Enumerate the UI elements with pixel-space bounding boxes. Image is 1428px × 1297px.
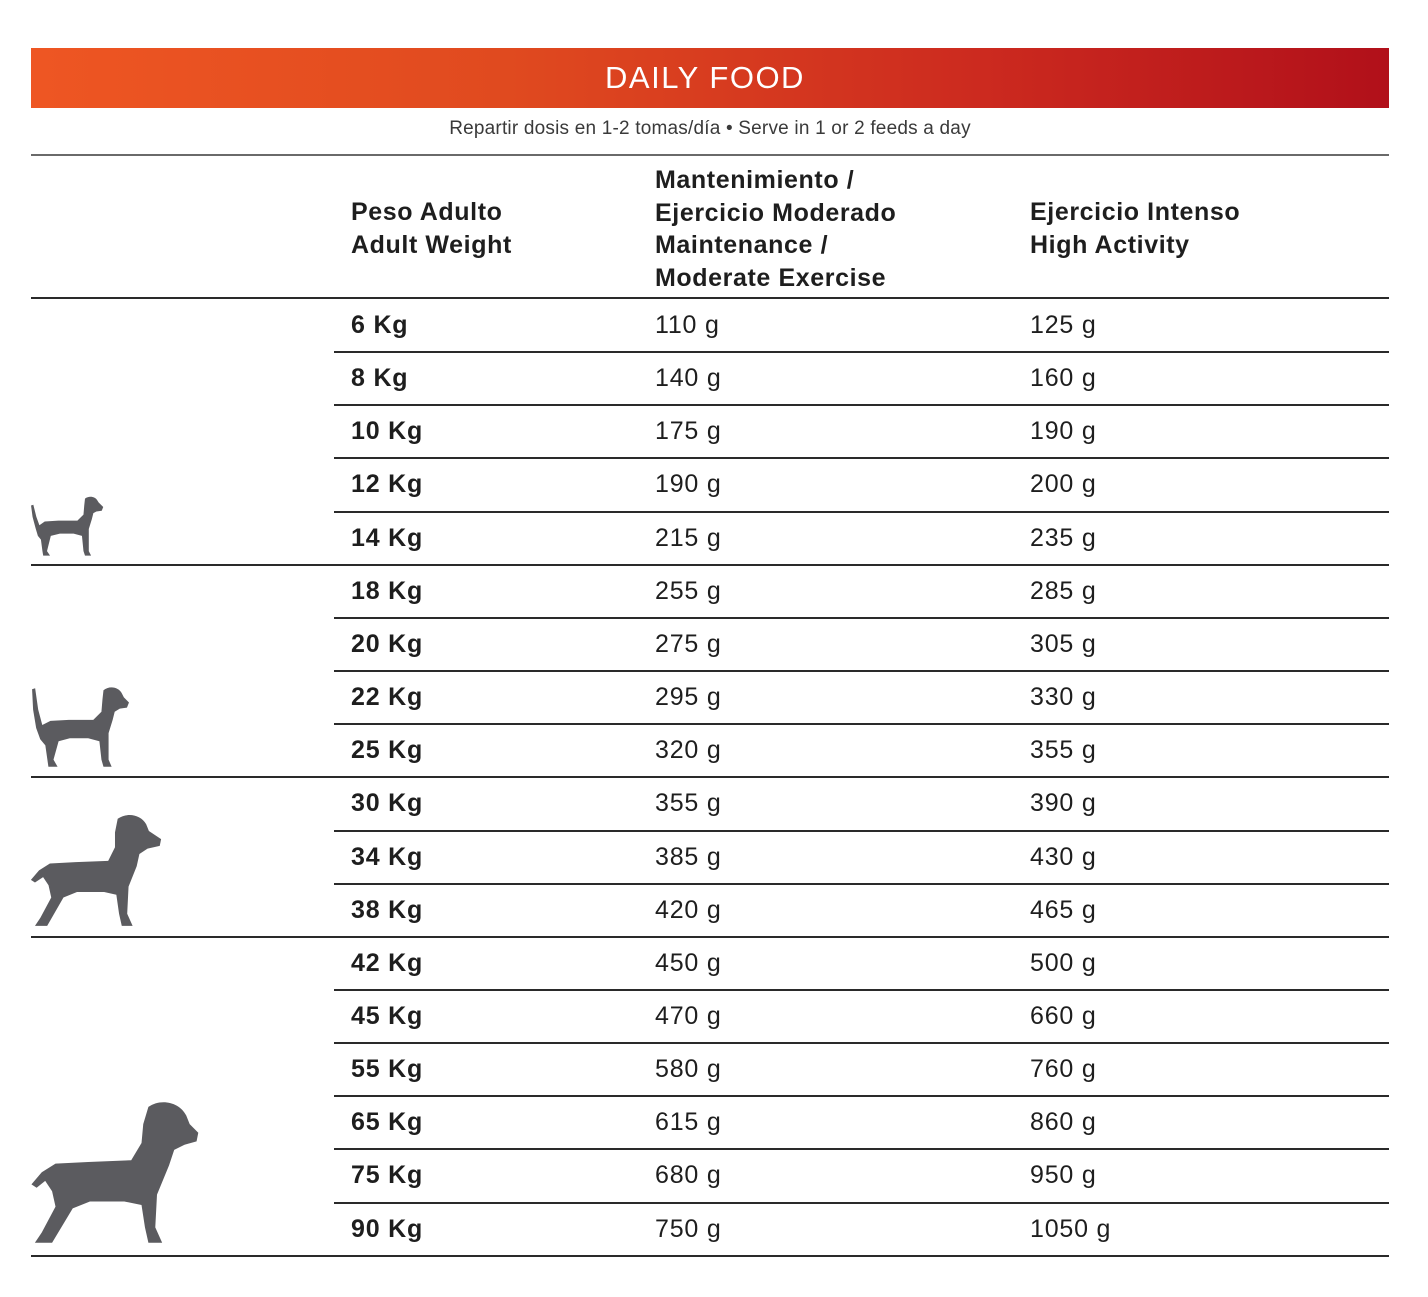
high-activity-cell: 660 g — [1030, 1001, 1097, 1030]
maintenance-cell: 215 g — [655, 523, 722, 552]
weight-cell: 6 Kg — [351, 311, 409, 339]
row-divider — [334, 670, 1389, 672]
header-weight-line: Peso Adulto — [351, 198, 503, 226]
maintenance-cell: 470 g — [655, 1001, 722, 1030]
weight-cell: 14 Kg — [351, 523, 424, 552]
small-dog-icon — [28, 494, 104, 558]
group-divider — [31, 1255, 1389, 1257]
high-activity-cell: 1050 g — [1030, 1214, 1112, 1243]
row-divider — [334, 1095, 1389, 1097]
high-activity-cell: 285 g — [1030, 576, 1097, 605]
high-activity-cell: 330 g — [1030, 683, 1097, 712]
high-activity-cell: 200 g — [1030, 470, 1097, 499]
row-divider — [334, 511, 1389, 513]
high-activity-cell: 305 g — [1030, 629, 1097, 658]
weight-cell: 55 Kg — [351, 1055, 424, 1084]
row-divider — [334, 617, 1389, 619]
high-activity-cell: 160 g — [1030, 364, 1097, 393]
high-activity-cell: 125 g — [1030, 311, 1097, 339]
maintenance-cell: 110 g — [655, 311, 720, 339]
header-maintenance — [655, 164, 896, 294]
maintenance-cell: 140 g — [655, 364, 722, 393]
row-divider — [334, 404, 1389, 406]
header-high-activity — [1030, 196, 1240, 261]
weight-cell: 10 Kg — [351, 417, 424, 446]
high-activity-cell: 190 g — [1030, 417, 1097, 446]
maintenance-cell: 275 g — [655, 629, 722, 658]
row-divider — [334, 723, 1389, 725]
header-maintenance-line: Moderate Exercise — [655, 263, 887, 292]
high-activity-cell: 355 g — [1030, 736, 1097, 765]
weight-cell: 45 Kg — [351, 1001, 424, 1030]
maintenance-cell: 450 g — [655, 948, 722, 977]
high-activity-cell: 235 g — [1030, 523, 1097, 552]
row-divider — [334, 1202, 1389, 1204]
giant-dog-icon — [28, 1100, 200, 1248]
medium-dog-icon — [28, 684, 130, 770]
weight-cell: 12 Kg — [351, 470, 424, 499]
high-activity-cell: 500 g — [1030, 948, 1097, 977]
header-high-line: High Activity — [1030, 230, 1190, 259]
weight-cell: 38 Kg — [351, 895, 424, 924]
maintenance-cell: 680 g — [655, 1161, 722, 1190]
weight-cell: 8 Kg — [351, 364, 409, 393]
maintenance-cell: 750 g — [655, 1214, 722, 1243]
title-bar — [31, 48, 1389, 108]
row-divider — [334, 830, 1389, 832]
maintenance-cell: 615 g — [655, 1108, 722, 1137]
weight-cell: 90 Kg — [351, 1214, 424, 1243]
weight-cell: 18 Kg — [351, 576, 424, 605]
subtitle: Repartir dosis en 1-2 tomas/día • Serve in 1 or 2 feeds a day — [449, 118, 971, 139]
row-divider — [334, 457, 1389, 459]
header-high-line: Ejercicio Intenso — [1030, 198, 1241, 226]
header-maintenance-line: Mantenimiento / — [655, 166, 855, 194]
high-activity-cell: 390 g — [1030, 789, 1097, 818]
high-activity-cell: 465 g — [1030, 895, 1097, 924]
high-activity-cell: 860 g — [1030, 1108, 1097, 1137]
high-activity-cell: 430 g — [1030, 842, 1097, 871]
weight-cell: 30 Kg — [351, 789, 424, 818]
row-divider — [334, 1148, 1389, 1150]
maintenance-cell: 175 g — [655, 417, 722, 446]
maintenance-cell: 190 g — [655, 470, 722, 499]
large-dog-icon — [28, 812, 164, 930]
row-divider — [334, 989, 1389, 991]
maintenance-cell: 385 g — [655, 842, 722, 871]
weight-cell: 65 Kg — [351, 1108, 424, 1137]
weight-cell: 25 Kg — [351, 736, 424, 765]
weight-cell: 34 Kg — [351, 842, 424, 871]
header-maintenance-line: Ejercicio Moderado — [655, 198, 897, 227]
header-weight-line: Adult Weight — [351, 230, 512, 259]
high-activity-cell: 760 g — [1030, 1055, 1097, 1084]
maintenance-cell: 355 g — [655, 789, 722, 818]
page-title: DAILY FOOD — [605, 60, 805, 95]
row-divider — [334, 1042, 1389, 1044]
row-divider — [334, 351, 1389, 353]
header-top-divider — [31, 154, 1389, 156]
maintenance-cell: 320 g — [655, 736, 722, 765]
maintenance-cell: 580 g — [655, 1055, 722, 1084]
maintenance-cell: 295 g — [655, 683, 722, 712]
weight-cell: 42 Kg — [351, 948, 424, 977]
weight-cell: 20 Kg — [351, 629, 424, 658]
row-divider — [334, 883, 1389, 885]
weight-cell: 22 Kg — [351, 683, 424, 712]
header-maintenance-line: Maintenance / — [655, 231, 829, 259]
maintenance-cell: 420 g — [655, 895, 722, 924]
maintenance-cell: 255 g — [655, 576, 722, 605]
high-activity-cell: 950 g — [1030, 1161, 1097, 1190]
header-weight — [351, 196, 512, 261]
weight-cell: 75 Kg — [351, 1161, 424, 1190]
